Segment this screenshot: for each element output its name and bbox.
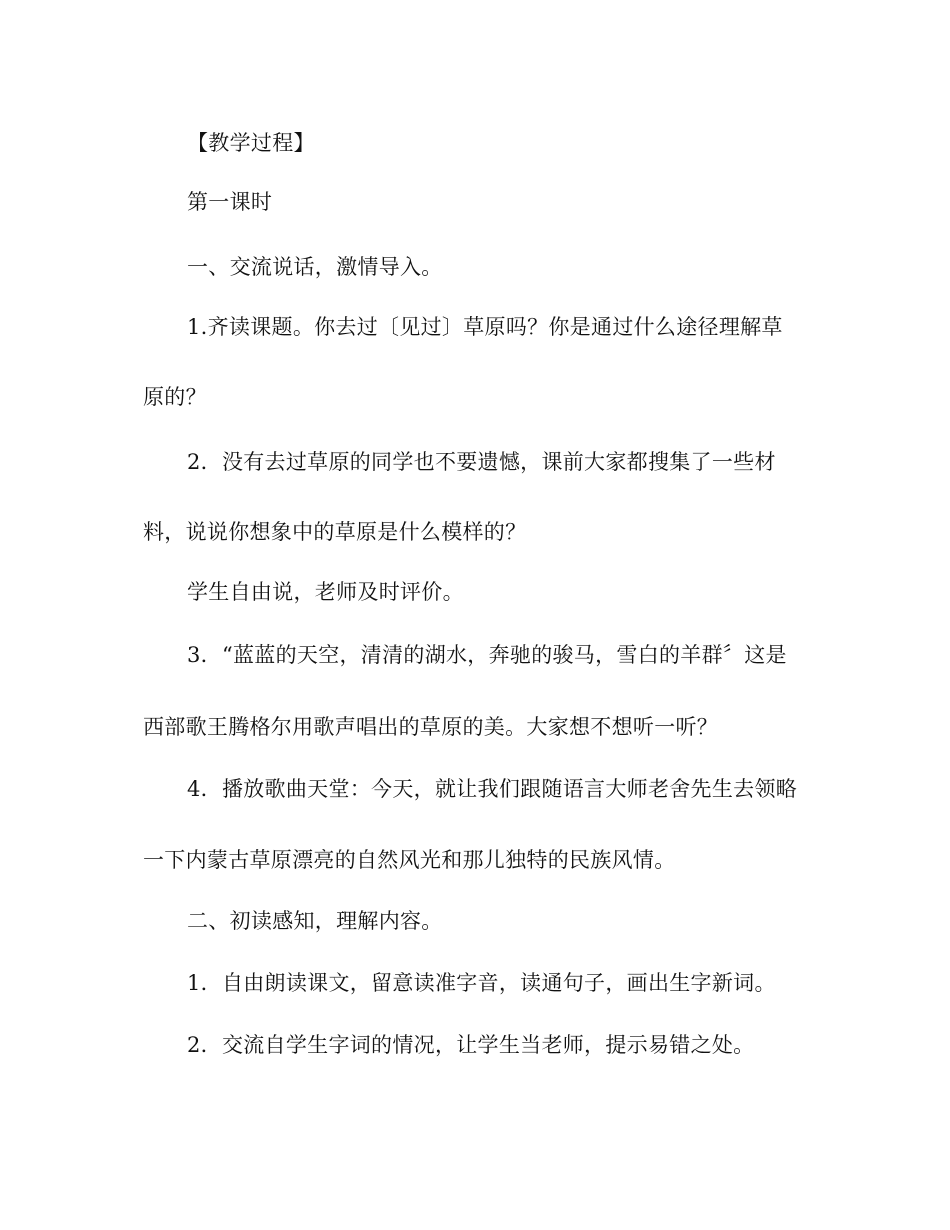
paragraph-line: 1．自由朗读课文，留意读准字音，读通句子，画出生字新词。 <box>187 971 776 995</box>
part-two-heading: 二、初读感知，理解内容。 <box>187 909 443 933</box>
paragraph-line: 学生自由说，老师及时评价。 <box>187 580 464 604</box>
paragraph-line: 2．交流自学生字词的情况，让学生当老师，提示易错之处。 <box>187 1033 755 1057</box>
lesson-period: 第一课时 <box>187 190 273 214</box>
paragraph-line: 4．播放歌曲天堂：今天，就让我们跟随语言大师老舍先生去领略 <box>187 777 798 801</box>
paragraph-line: 1.齐读课题。你去过〔见过〕草原吗？你是通过什么途径理解草 <box>187 315 783 339</box>
paragraph-line: 原的？ <box>143 385 207 409</box>
paragraph-line: 西部歌王腾格尔用歌声唱出的草原的美。大家想不想听一听？ <box>143 715 719 739</box>
section-heading: 【教学过程】 <box>187 131 315 155</box>
part-one-heading: 一、交流说话，激情导入。 <box>187 255 443 279</box>
paragraph-line: 一下内蒙古草原漂亮的自然风光和那儿独特的民族风情。 <box>143 848 676 872</box>
paragraph-line: 料，说说你想象中的草原是什么模样的？ <box>143 520 527 544</box>
paragraph-line: 2．没有去过草原的同学也不要遗憾，课前大家都搜集了一些材 <box>187 450 776 474</box>
paragraph-line: 3．“蓝蓝的天空，清清的湖水，奔驰的骏马，雪白的羊群〞这是 <box>187 643 787 667</box>
